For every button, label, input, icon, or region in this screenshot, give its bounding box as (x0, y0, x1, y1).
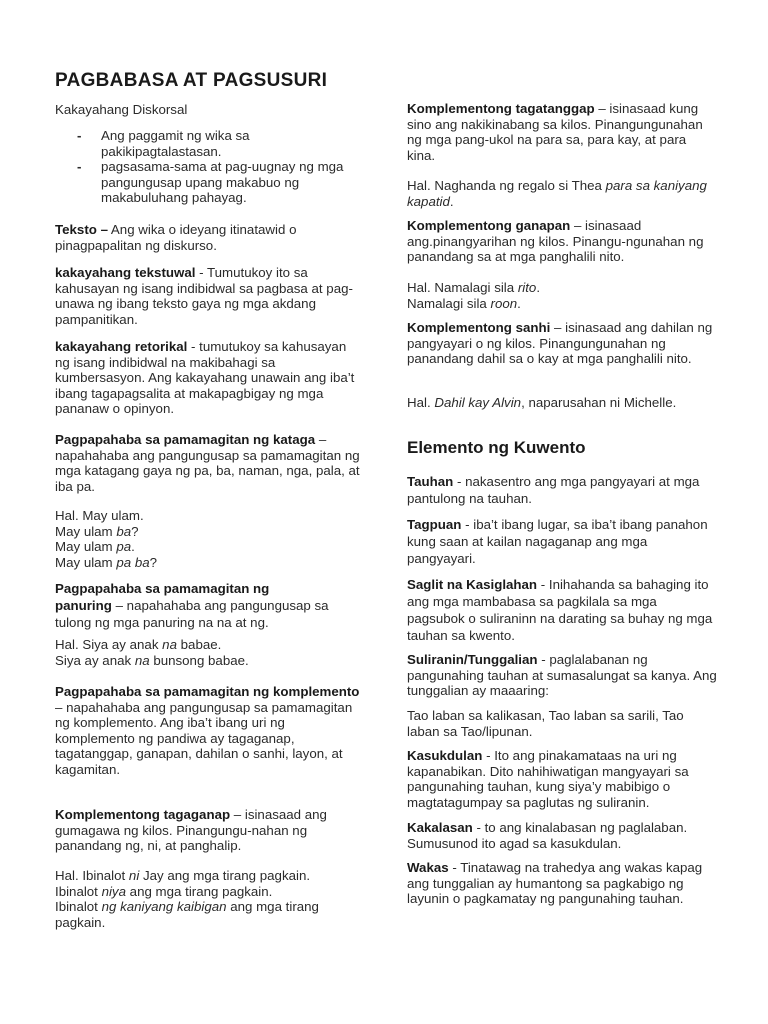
teksto-definition: Teksto – Ang wika o ideyang itinatawid o pinagpapalitan ng diskurso. (55, 222, 297, 253)
sanhi-example: Hal. Dahil kay Alvin, naparusahan ni Michelle. (407, 395, 677, 410)
diskorsal-list (55, 128, 360, 206)
element-suliranin-tunggalian: Suliranin/Tunggalian - paglalabanan ng pangunahing tauhan at sumasalungat sa kanya. Ang tunggalian ay maaaring: (407, 652, 717, 699)
tagaganap-examples: Hal. Ibinalot ni Jay ang mga tirang pagkain. Ibinalot niya ang mga tirang pagkain. Ibinalot ng kaniyang kaibigan ang mga tirang pagkain. (55, 868, 319, 930)
tagatanggap-definition: Komplementong tagatanggap – isinasaad kung sino ang nakikinabang sa kilos. Pinangungunahan ng mga pang-ukol na para sa, para kay, at para kina. (407, 101, 703, 163)
tunggalian-types: Tao laban sa kalikasan, Tao laban sa sarili, Tao laban sa Tao/lipunan. (407, 708, 684, 739)
page-title: PAGBABASA AT PAGSUSURI (55, 70, 328, 91)
tekstuwal-definition: kakayahang tekstuwal - Tumutukoy ito sa kahusayan ng isang indibidwal sa pagbasa at pag-unawa ng ibang teksto gaya ng mga akdang pampanitikan. (55, 265, 353, 327)
list-item: - pagsasama-sama at pag-uugnay ng mga pangungusap upang makabuo ng makabuluhang pahayag. (77, 159, 344, 206)
element-wakas: Wakas - Tinatawag na trahedya ang wakas kapag ang tunggalian ay humantong sa pagkabigo ng layunin o pagkamatay ng pangunahing tauhan. (407, 860, 703, 907)
element-tagpuan: Tagpuan - iba’t ibang lugar, sa iba’t ibang panahon kung saan at kailan nagaganap ang mga pangyayari. (407, 517, 708, 566)
elemento-heading: Elemento ng Kuwento (407, 438, 586, 457)
element-saglit-na-kasiglahan: Saglit na Kasiglahan - Inihahanda sa bahaging ito ang mga mambabasa sa pagkilala sa mga pagsubok o suliraninn na darating sa buhay ng mga tauhan sa kwento. (407, 577, 713, 643)
panuring-definition: Pagpapahaba sa pamamagitan ng panuring – napahahaba ang pangungusap sa tulong ng mga panuring na na at ng. (55, 581, 329, 630)
panuring-examples: Hal. Siya ay anak na babae. Siya ay anak na bunsong babae. (55, 637, 249, 668)
ganapan-examples: Hal. Namalagi sila rito. Namalagi sila roon. (407, 280, 541, 311)
sanhi-definition: Komplementong sanhi – isinasaad ang dahilan ng pangyayari o ng kilos. Pinangungunahan ng panandang dahil sa o kay at mga panghalili nito. (407, 320, 713, 367)
dash-bullet-icon: - (77, 159, 82, 175)
element-kasukdulan: Kasukdulan - Ito ang pinakamataas na uri ng kapanabikan. Dito nahihiwatigan mangyayari sa pangunahing tauhan, kung siya’y mabibigo o magtatagumpay sa paglutas ng suliranin. (407, 748, 689, 810)
dash-bullet-icon: - (77, 128, 82, 143)
komplemento-definition: Pagpapahaba sa pamamagitan ng komplemento – napahahaba ang pangungusap sa pamamagitan ng komplemento. Ang iba’t ibang uri ng komplemento ng pandiwa ay tagaganap, tagatanggap, ganapan, dahilan o sanhi, layon, at kagamitan. (55, 684, 360, 777)
tagatanggap-example: Hal. Naghanda ng regalo si Thea para sa kaniyang kapatid. (407, 178, 707, 209)
element-kakalasan: Kakalasan - to ang kinalabasan ng paglalaban. Sumusunod ito agad sa kasukdulan. (407, 820, 688, 851)
retorikal-definition: kakayahang retorikal - tumutukoy sa kahusayan ng isang indibidwal na makibahagi sa kumbersasyon. Ang kakayahang unawain ang iba’t ibang tagapagsalita at makapagbigay ng mga pananaw o opinyon. (55, 339, 355, 417)
tagaganap-definition: Komplementong tagaganap – isinasaad ang gumagawa ng kilos. Pinangungu-nahan ng panandang ng, ni, at panghalip. (55, 807, 327, 854)
element-tauhan: Tauhan - nakasentro ang mga pangyayari at mga pantulong na tauhan. (407, 474, 700, 506)
kakayahang-diskorsal-heading: Kakayahang Diskorsal (55, 102, 188, 117)
list-item: - Ang paggamit ng wika sa pakikipagtalastasan. (77, 128, 250, 159)
ganapan-definition: Komplementong ganapan – isinasaad ang.pinangyarihan ng kilos. Pinangu-ngunahan ng panandang sa at mga panghalili nito. (407, 218, 704, 265)
kataga-examples: Hal. May ulam. May ulam ba? May ulam pa. May ulam pa ba? (55, 508, 158, 570)
kataga-definition: Pagpapahaba sa pamamagitan ng kataga – napahahaba ang pangungusap sa pamamagitan ng mga katagang gaya ng pa, ba, naman, nga, pala, at iba pa. (55, 432, 360, 494)
